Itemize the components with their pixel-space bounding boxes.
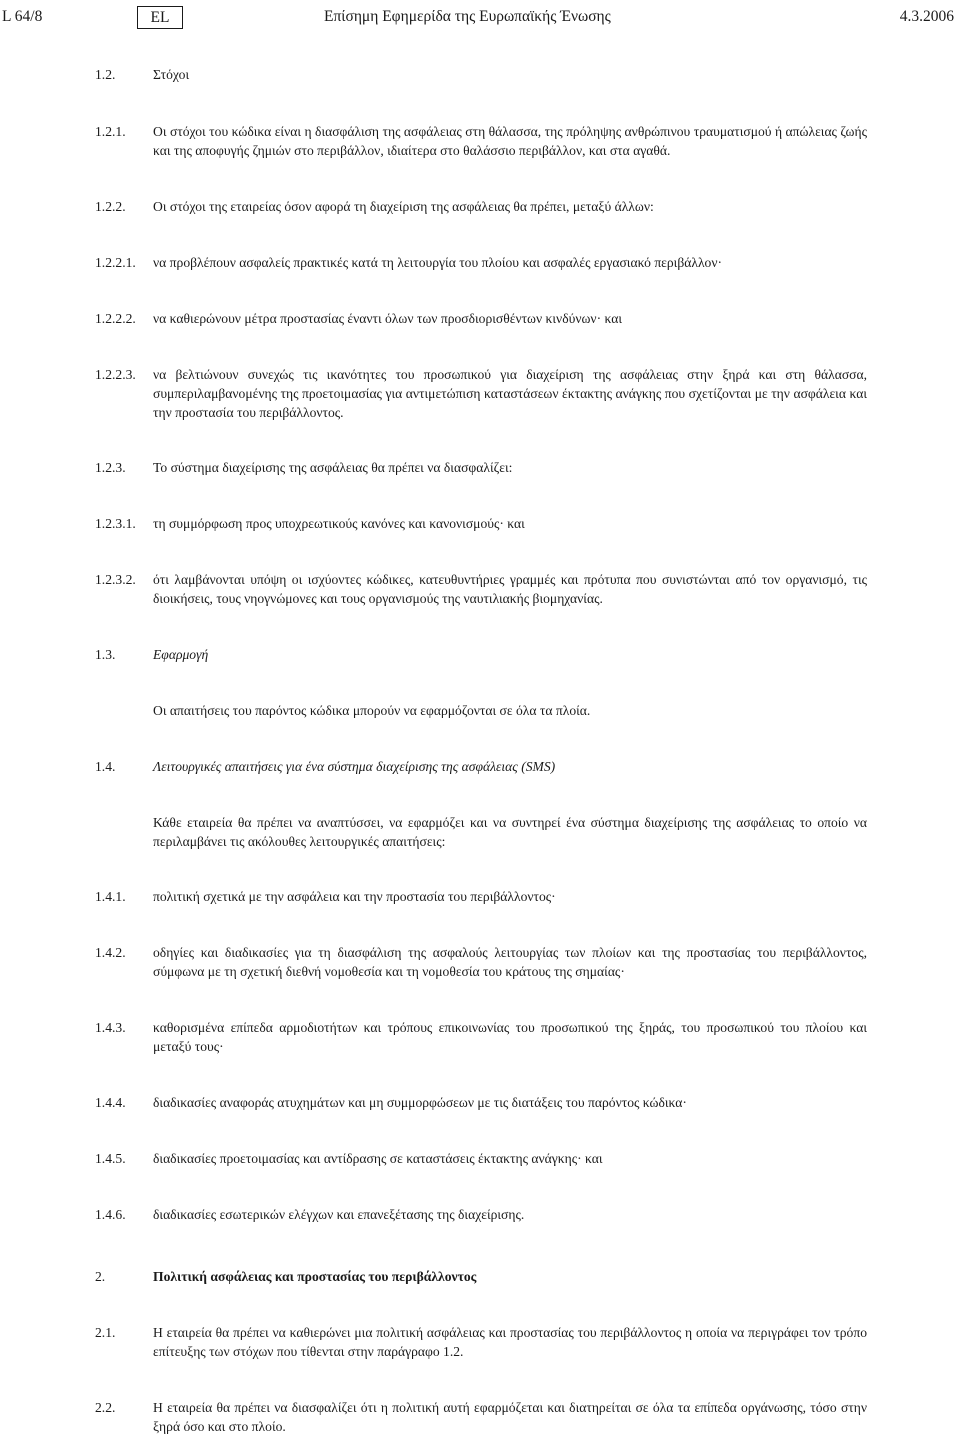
section-number: 1.3. bbox=[95, 647, 116, 662]
section-number: 1.2. bbox=[95, 67, 116, 82]
section-text: Η εταιρεία θα πρέπει να διασφαλίζει ότι η πολιτική αυτή εφαρμόζεται και διατηρείται σε όλα τα επίπεδα οργάνωσης, τόσο στην ξηρά όσο και στο πλοίο. bbox=[153, 1400, 867, 1434]
section-number: 1.4.5. bbox=[95, 1151, 126, 1166]
section-number: 1.2.3. bbox=[95, 460, 126, 475]
section-text: διαδικασίες προετοιμασίας και αντίδρασης σε καταστάσεις έκτακτης ανάγκης· και bbox=[153, 1151, 603, 1166]
section-number: 1.2.1. bbox=[95, 124, 126, 139]
section-number: 1.2.2.3. bbox=[95, 367, 136, 382]
publication-date: 4.3.2006 bbox=[899, 8, 954, 25]
section-text: Κάθε εταιρεία θα πρέπει να αναπτύσσει, να εφαρμόζει και να συντηρεί ένα σύστημα διαχείρισης της ασφάλειας το οποίο να περιλαμβάνει τις ακόλουθες λειτουργικές απαιτήσεις: bbox=[153, 815, 867, 849]
page-reference: L 64/8 bbox=[2, 8, 43, 25]
section-text: να βελτιώνουν συνεχώς τις ικανότητες του προσωπικού για διαχείριση της ασφάλειας στην ξηρά και στη θάλασσα, συμπεριλαμβανομένης της προετοιμασίας για αντιμετώπιση καταστάσεων έκτακτης ανάγκης που σχετίζονται με την ασφάλεια και την προστασία του περιβάλλοντος. bbox=[153, 367, 867, 420]
section-number: 1.2.3.2. bbox=[95, 572, 136, 587]
section-text: να καθιερώνουν μέτρα προστασίας έναντι όλων των προσδιορισθέντων κινδύνων· και bbox=[153, 311, 623, 326]
section-number: 1.4.4. bbox=[95, 1095, 126, 1110]
section-text: οδηγίες και διαδικασίες για τη διασφάλιση της ασφαλούς λειτουργίας των πλοίων και της προστασίας του περιβάλλοντος, σύμφωνα με τη σχετική διεθνή νομοθεσία και τη νομοθεσία του κράτους της σημαίας· bbox=[153, 945, 867, 979]
section-text: διαδικασίες εσωτερικών ελέγχων και επανεξέτασης της διαχείρισης. bbox=[153, 1207, 525, 1222]
section-number: 2.1. bbox=[95, 1325, 116, 1340]
section-text: πολιτική σχετικά με την ασφάλεια και την προστασία του περιβάλλοντος· bbox=[153, 889, 556, 904]
section-number: 1.4. bbox=[95, 759, 116, 774]
section-heading: Πολιτική ασφάλειας και προστασίας του περιβάλλοντος bbox=[153, 1269, 477, 1284]
section-number: 1.4.2. bbox=[95, 945, 126, 960]
section-number: 1.4.3. bbox=[95, 1020, 126, 1035]
section-heading: Στόχοι bbox=[153, 67, 190, 82]
section-text: Οι απαιτήσεις του παρόντος κώδικα μπορούν να εφαρμόζονται σε όλα τα πλοία. bbox=[153, 703, 591, 718]
section-text: ότι λαμβάνονται υπόψη οι ισχύοντες κώδικες, κατευθυντήριες γραμμές και πρότυπα που συνιστώνται από τον οργανισμό, τις διοικήσεις, τους νηογνώμονες και τους οργανισμούς της ναυτιλιακής βιομηχανίας. bbox=[153, 572, 867, 606]
section-number: 1.4.6. bbox=[95, 1207, 126, 1222]
journal-title: Επίσημη Εφημερίδα της Ευρωπαϊκής Ένωσης bbox=[324, 8, 611, 25]
section-number: 2.2. bbox=[95, 1400, 116, 1415]
section-number: 1.4.1. bbox=[95, 889, 126, 904]
language-badge: EL bbox=[137, 6, 183, 29]
section-number: 1.2.2.2. bbox=[95, 311, 136, 326]
section-text: διαδικασίες αναφοράς ατυχημάτων και μη συμμορφώσεων με τις διατάξεις του παρόντος κώδικα· bbox=[153, 1095, 687, 1110]
section-number: 1.2.2. bbox=[95, 199, 126, 214]
section-text: Οι στόχοι της εταιρείας όσον αφορά τη διαχείριση της ασφάλειας θα πρέπει, μεταξύ άλλων: bbox=[153, 199, 654, 214]
section-heading: Εφαρμογή bbox=[153, 647, 209, 662]
section-heading: Λειτουργικές απαιτήσεις για ένα σύστημα διαχείρισης της ασφάλειας (SMS) bbox=[153, 759, 556, 774]
section-text: Οι στόχοι του κώδικα είναι η διασφάλιση της ασφάλειας στη θάλασσα, της πρόληψης ανθρώπινου τραυματισμού ή απώλειας ζωής και της αποφυγής ζημιών στο περιβάλλον, ιδιαίτερα στο θαλάσσιο περιβάλλον, και στα αγαθά. bbox=[153, 124, 867, 158]
section-number: 1.2.3.1. bbox=[95, 516, 136, 531]
section-number: 2. bbox=[95, 1269, 106, 1284]
section-text: καθορισμένα επίπεδα αρμοδιοτήτων και τρόπους επικοινωνίας του προσωπικού της ξηράς, του προσωπικού του πλοίου και μεταξύ τους· bbox=[153, 1020, 867, 1054]
section-text: Η εταιρεία θα πρέπει να καθιερώνει μια πολιτική ασφάλειας και προστασίας του περιβάλλοντος η οποία να περιγράφει τον τρόπο επίτευξης των στόχων που τίθενται στην παράγραφο 1.2. bbox=[153, 1325, 867, 1359]
page-header bbox=[2, 5, 954, 29]
section-number: 1.2.2.1. bbox=[95, 255, 136, 270]
section-text: Το σύστημα διαχείρισης της ασφάλειας θα πρέπει να διασφαλίζει: bbox=[153, 460, 513, 475]
section-text: τη συμμόρφωση προς υποχρεωτικούς κανόνες και κανονισμούς· και bbox=[153, 516, 525, 531]
section-text: να προβλέπουν ασφαλείς πρακτικές κατά τη λειτουργία του πλοίου και ασφαλές εργασιακό περιβάλλον· bbox=[153, 255, 723, 270]
